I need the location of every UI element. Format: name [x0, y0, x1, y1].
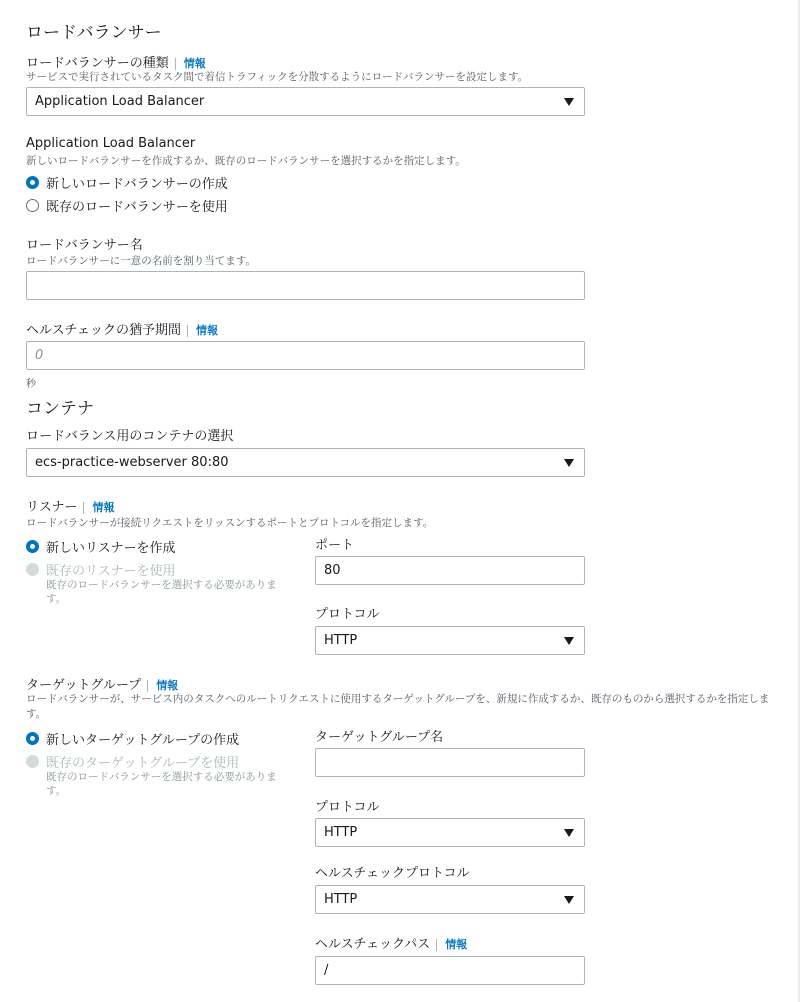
- section-title-load-balancer: ロードバランサー: [26, 23, 162, 43]
- radio-existing-target-group-label[interactable]: 既存のターゲットグループを使用: [46, 756, 240, 771]
- lb-type-selected-value: Application Load Balancer: [35, 94, 205, 109]
- radio-existing-listener-label[interactable]: 既存のリスナーを使用: [46, 564, 176, 579]
- lb-type-select[interactable]: [26, 87, 585, 116]
- target-group-info-link[interactable]: 情報: [147, 680, 178, 692]
- existing-listener-hint: 既存のロードバランサーを選択する必要があります。: [46, 579, 277, 605]
- tg-protocol-label: プロトコル: [315, 800, 380, 815]
- alb-label: Application Load Balancer: [26, 136, 196, 151]
- target-group-name-label: ターゲットグループ名: [315, 730, 444, 745]
- listener-label-row: [26, 496, 114, 515]
- caret-down-icon: [564, 896, 574, 904]
- lb-type-label: ロードバランサーの種類: [26, 56, 169, 71]
- radio-existing-lb[interactable]: [26, 199, 39, 212]
- port-label: ポート: [315, 538, 355, 553]
- caret-down-icon: [564, 637, 574, 645]
- radio-existing-listener[interactable]: [26, 563, 39, 576]
- target-group-description: ロードバランサーが、サービス内のタスクへのルートリクエストに使用するターゲットグループを、新規に作成するか、既存のものから選択するかを指定します。: [26, 693, 770, 720]
- radio-new-target-group[interactable]: [26, 732, 39, 745]
- hc-protocol-label: ヘルスチェックプロトコル: [315, 866, 470, 881]
- hc-path-input[interactable]: /: [315, 956, 585, 985]
- radio-existing-lb-label[interactable]: 既存のロードバランサーを使用: [46, 200, 228, 215]
- existing-target-group-hint: 既存のロードバランサーを選択する必要があります。: [46, 771, 277, 797]
- container-select[interactable]: [26, 448, 585, 477]
- caret-down-icon: [564, 459, 574, 467]
- health-grace-unit: 秒: [26, 379, 36, 390]
- health-grace-info-link[interactable]: 情報: [187, 325, 218, 337]
- radio-existing-target-group[interactable]: [26, 755, 39, 768]
- hc-path-info-link[interactable]: 情報: [436, 939, 467, 951]
- hc-protocol-value: HTTP: [324, 892, 358, 907]
- target-group-label-row: [26, 674, 178, 693]
- radio-new-lb[interactable]: [26, 176, 39, 189]
- lb-type-info-link[interactable]: 情報: [175, 58, 206, 70]
- health-grace-label: ヘルスチェックの猶予期間: [26, 323, 181, 338]
- container-selected-value: ecs-practice-webserver 80:80: [35, 455, 229, 470]
- caret-down-icon: [564, 98, 574, 106]
- hc-path-label: ヘルスチェックパス: [315, 937, 431, 952]
- health-grace-input[interactable]: 0: [26, 341, 585, 370]
- lb-name-label: ロードバランサー名: [26, 238, 143, 253]
- radio-new-listener-label[interactable]: 新しいリスナーを作成: [46, 541, 176, 556]
- port-input[interactable]: 80: [315, 556, 585, 585]
- target-group-name-input[interactable]: [315, 748, 585, 777]
- radio-new-listener[interactable]: [26, 540, 39, 553]
- hc-path-label-row: [315, 933, 467, 952]
- caret-down-icon: [564, 829, 574, 837]
- lb-type-description: サービスで実行されているタスク間で着信トラフィックを分散するようにロードバランサーを設定します。: [26, 71, 529, 83]
- section-title-container: コンテナ: [26, 399, 94, 419]
- listener-protocol-select[interactable]: [315, 626, 585, 655]
- radio-new-lb-label[interactable]: 新しいロードバランサーの作成: [46, 177, 228, 192]
- listener-protocol-value: HTTP: [324, 633, 358, 648]
- hc-protocol-select[interactable]: [315, 885, 585, 914]
- target-group-label: ターゲットグループ: [26, 678, 142, 693]
- health-grace-label-row: [26, 319, 218, 338]
- lb-name-input[interactable]: [26, 271, 585, 300]
- tg-protocol-select[interactable]: [315, 818, 585, 847]
- listener-info-link[interactable]: 情報: [83, 502, 114, 514]
- alb-description: 新しいロードバランサーを作成するか、既存のロードバランサーを選択するかを指定します。: [26, 155, 466, 167]
- tg-protocol-value: HTTP: [324, 825, 358, 840]
- listener-description: ロードバランサーが接続リクエストをリッスンするポートとプロトコルを指定します。: [26, 517, 434, 529]
- radio-new-target-group-label[interactable]: 新しいターゲットグループの作成: [46, 733, 240, 748]
- listener-label: リスナー: [26, 500, 78, 515]
- container-select-label: ロードバランス用のコンテナの選択: [26, 429, 234, 444]
- listener-protocol-label: プロトコル: [315, 607, 380, 622]
- lb-name-description: ロードバランサーに一意の名前を割り当てます。: [26, 255, 256, 267]
